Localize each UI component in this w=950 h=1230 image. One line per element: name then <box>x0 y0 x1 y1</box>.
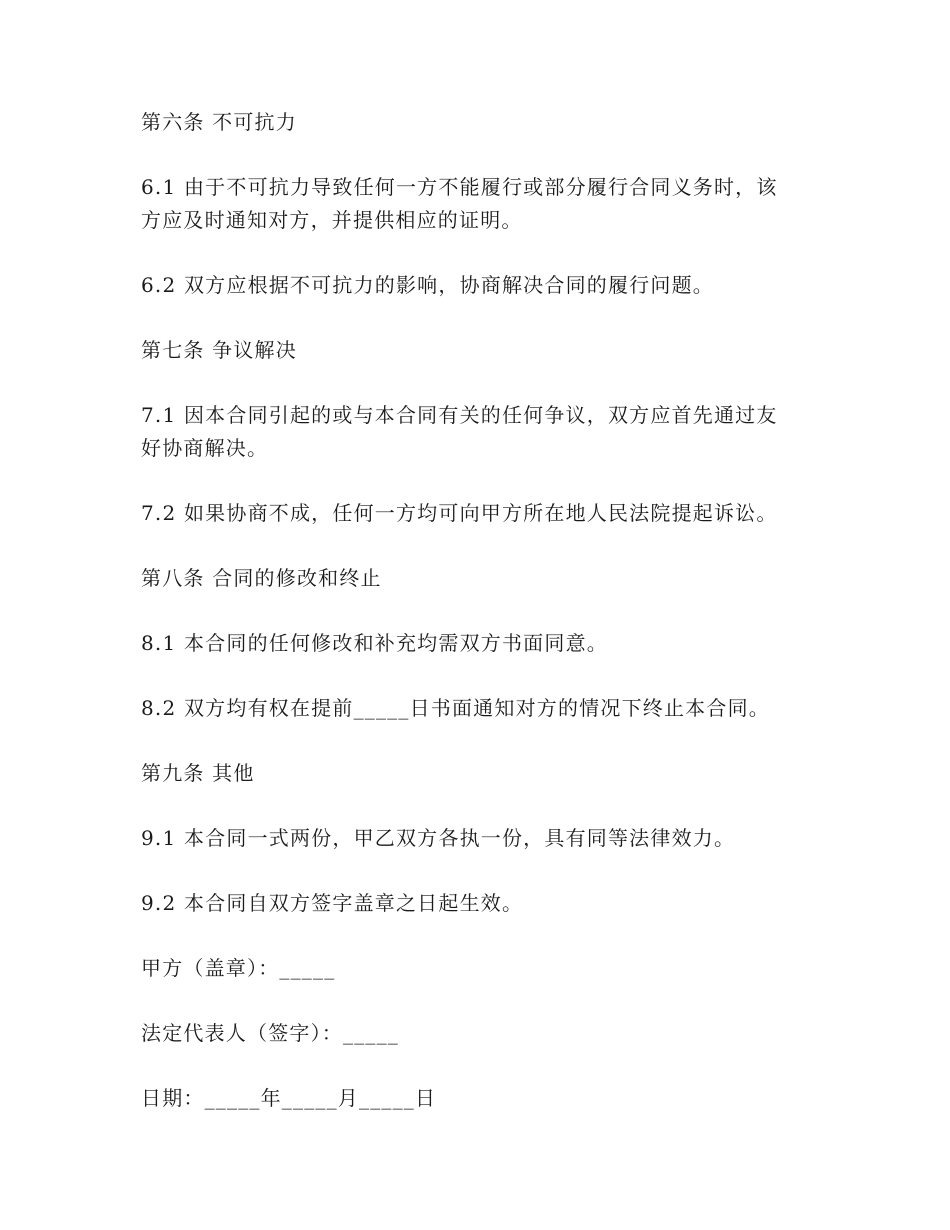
section-8-heading: 第八条 合同的修改和终止 <box>141 566 382 590</box>
clause-8-2: 8.2 双方均有权在提前_____日书面通知对方的情况下终止本合同。 <box>141 696 770 720</box>
date-line: 日期：_____年_____月_____日 <box>141 1086 437 1110</box>
clause-9-1: 9.1 本合同一式两份，甲乙双方各执一份，具有同等法律效力。 <box>141 826 736 850</box>
clause-7-1-line-2: 好协商解决。 <box>141 436 269 460</box>
clause-6-2: 6.2 双方应根据不可抗力的影响，协商解决合同的履行问题。 <box>141 273 714 297</box>
clause-6-1-line-1: 6.1 由于不可抗力导致任何一方不能履行或部分履行合同义务时，该 <box>141 175 778 199</box>
section-9-heading: 第九条 其他 <box>141 761 255 785</box>
clause-9-2: 9.2 本合同自双方签字盖章之日起生效。 <box>141 891 524 915</box>
clause-7-1-line-1: 7.1 因本合同引起的或与本合同有关的任何争议，双方应首先通过友 <box>141 403 778 427</box>
section-7-heading: 第七条 争议解决 <box>141 338 297 362</box>
clause-7-2: 7.2 如果协商不成，任何一方均可向甲方所在地人民法院提起诉讼。 <box>141 501 778 525</box>
section-6-heading: 第六条 不可抗力 <box>141 110 297 134</box>
clause-8-1: 8.1 本合同的任何修改和补充均需双方书面同意。 <box>141 631 608 655</box>
clause-6-1-line-2: 方应及时通知对方，并提供相应的证明。 <box>141 208 523 232</box>
legal-representative-signature-line: 法定代表人（签字）：_____ <box>141 1021 399 1045</box>
party-a-seal-line: 甲方（盖章）：_____ <box>141 956 336 980</box>
